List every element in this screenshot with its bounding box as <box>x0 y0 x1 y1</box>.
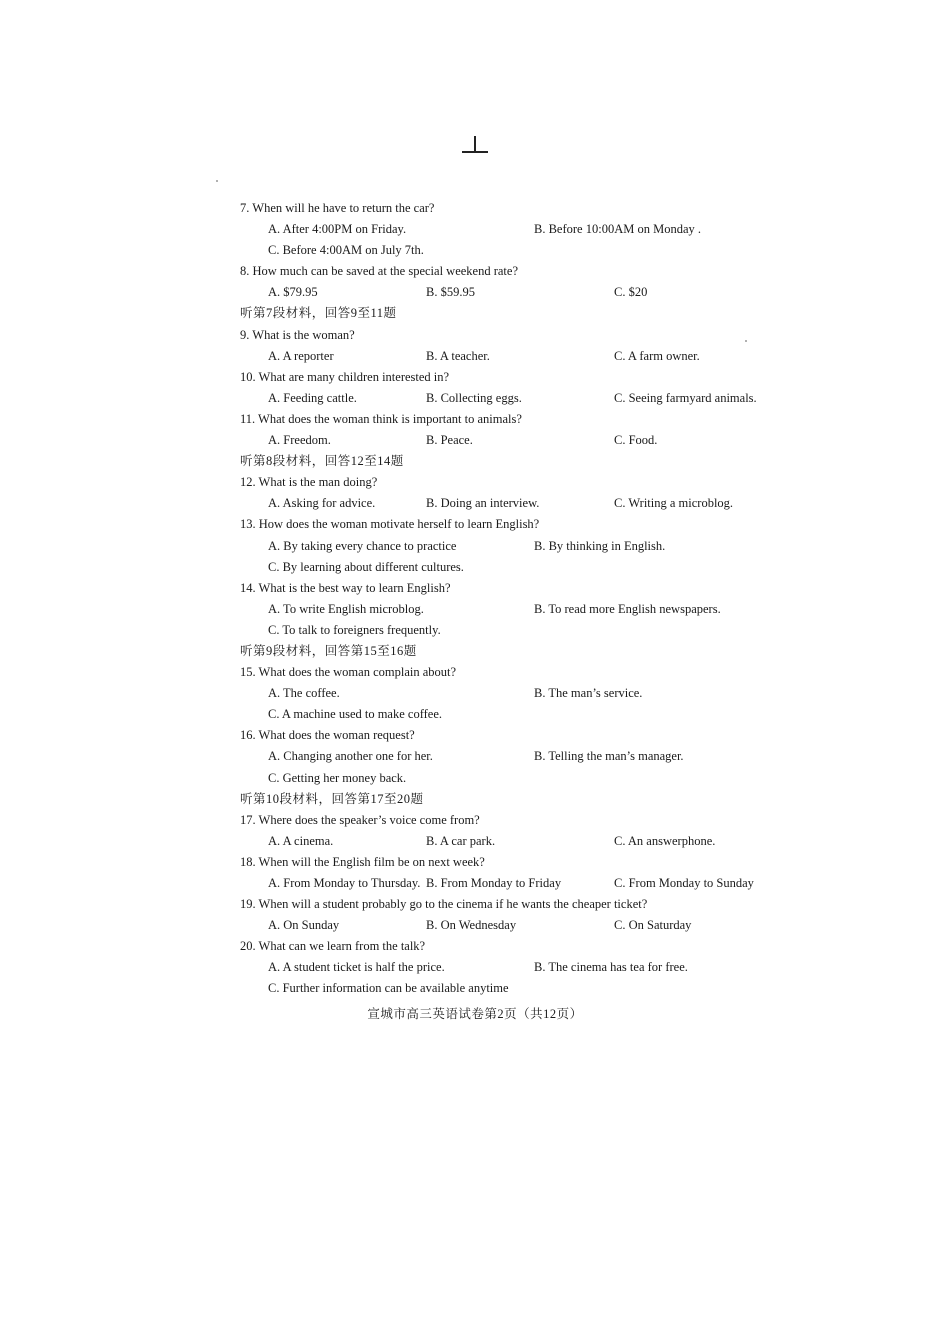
question-9-options <box>238 346 778 367</box>
section-heading-10: 听第10段材料，回答第17至20题 <box>240 791 424 806</box>
question-12: 12. What is the man doing? <box>240 475 378 490</box>
question-11-option-a: A. Freedom. <box>268 433 331 448</box>
question-13-options-row-1 <box>238 536 778 557</box>
question-19-option-c: C. On Saturday <box>614 918 692 933</box>
question-16-option-b: B. Telling the man’s manager. <box>534 749 684 764</box>
section-heading-8: 听第8段材料，回答12至14题 <box>240 454 404 469</box>
page-footer: 宣城市高三英语试卷第2页（共12页） <box>367 1007 583 1021</box>
section-heading-9: 听第9段材料，回答第15至16题 <box>240 643 417 658</box>
question-12-option-a: A. Asking for advice. <box>268 496 376 511</box>
question-9-option-b: B. A teacher. <box>426 348 490 363</box>
question-15-options-row-2 <box>238 704 778 725</box>
listening-questions <box>238 198 778 1000</box>
question-17-option-c: C. An answerphone. <box>614 833 716 848</box>
question-12-options <box>238 493 778 514</box>
question-20-option-c: C. Further information can be available anytime <box>268 981 509 996</box>
question-10-option-a: A. Feeding cattle. <box>268 390 357 405</box>
question-7: 7. When will he have to return the car? <box>240 201 435 215</box>
question-11-option-b: B. Peace. <box>426 433 473 448</box>
question-20: 20. What can we learn from the talk? <box>240 939 426 954</box>
scan-speck <box>216 180 218 182</box>
question-13-option-a: A. By taking every chance to practice <box>268 538 457 553</box>
question-15-options-row-1 <box>238 683 778 704</box>
question-12-option-b: B. Doing an interview. <box>426 496 540 511</box>
page-top-mark <box>462 136 488 154</box>
question-19-option-a: A. On Sunday <box>268 918 340 933</box>
question-17-option-b: B. A car park. <box>426 833 496 848</box>
question-14-option-c: C. To talk to foreigners frequently. <box>268 622 441 637</box>
section-heading-7: 听第7段材料，回答9至11题 <box>240 306 397 321</box>
question-7-option-b: B. Before 10:00AM on Monday . <box>534 222 701 237</box>
question-8-option-c: C. $20 <box>614 285 648 300</box>
question-16-option-a: A. Changing another one for her. <box>268 749 433 764</box>
question-18-option-b: B. From Monday to Friday <box>426 876 562 890</box>
question-9: 9. What is the woman? <box>240 327 355 342</box>
question-13-option-b: B. By thinking in English. <box>534 538 666 553</box>
question-11-options <box>238 430 778 451</box>
question-14-option-b: B. To read more English newspapers. <box>534 601 721 616</box>
question-18-options <box>238 873 778 894</box>
question-15-option-c: C. A machine used to make coffee. <box>268 707 443 722</box>
question-8-option-a: A. $79.95 <box>268 285 318 300</box>
question-13-options-row-2 <box>238 557 778 578</box>
question-15-option-b: B. The man’s service. <box>534 686 643 701</box>
question-20-option-b: B. The cinema has tea for free. <box>534 960 688 975</box>
question-10-option-c: C. Seeing farmyard animals. <box>614 390 757 405</box>
question-9-option-c: C. A farm owner. <box>614 348 700 363</box>
question-11-option-c: C. Food. <box>614 433 658 448</box>
question-10-options <box>238 388 778 409</box>
question-16-option-c: C. Getting her money back. <box>268 770 407 785</box>
question-16-options-row-2 <box>238 768 778 789</box>
question-7-options-row-1 <box>238 219 778 240</box>
question-18-option-c: C. From Monday to Sunday <box>614 876 754 890</box>
question-14-options-row-1 <box>238 599 778 620</box>
question-19-options <box>238 915 778 936</box>
question-9-option-a: A. A reporter <box>268 348 334 363</box>
question-7-options-row-2 <box>238 240 778 261</box>
question-7-option-c: C. Before 4:00AM on July 7th. <box>268 243 424 258</box>
question-10: 10. What are many children interested in? <box>240 369 450 384</box>
question-10-option-b: B. Collecting eggs. <box>426 390 522 405</box>
question-12-option-c: C. Writing a microblog. <box>614 496 734 511</box>
question-14: 14. What is the best way to learn English? <box>240 580 451 595</box>
question-8: 8. How much can be saved at the special weekend rate? <box>240 264 519 279</box>
question-15: 15. What does the woman complain about? <box>240 665 457 680</box>
question-20-options-row-1 <box>238 957 778 978</box>
question-19: 19. When will a student probably go to the cinema if he wants the cheaper ticket? <box>240 897 648 912</box>
question-19-option-b: B. On Wednesday <box>426 918 517 933</box>
question-20-option-a: A. A student ticket is half the price. <box>268 960 445 975</box>
question-16-options-row-1 <box>238 746 778 767</box>
question-17: 17. Where does the speaker’s voice come from? <box>240 812 480 827</box>
question-16: 16. What does the woman request? <box>240 728 415 743</box>
question-8-options <box>238 282 778 303</box>
question-18-option-a: A. From Monday to Thursday. <box>268 876 421 890</box>
question-13-option-c: C. By learning about different cultures. <box>268 559 464 574</box>
question-17-options <box>238 831 778 852</box>
question-20-options-row-2 <box>238 978 778 999</box>
question-17-option-a: A. A cinema. <box>268 833 334 848</box>
question-13: 13. How does the woman motivate herself to learn English? <box>240 517 540 532</box>
question-11: 11. What does the woman think is important to animals? <box>240 411 522 426</box>
question-7-option-a: A. After 4:00PM on Friday. <box>268 222 407 237</box>
question-8-option-b: B. $59.95 <box>426 285 475 300</box>
question-14-options-row-2 <box>238 620 778 641</box>
question-18: 18. When will the English film be on next week? <box>240 854 485 869</box>
question-14-option-a: A. To write English microblog. <box>268 601 424 616</box>
question-15-option-a: A. The coffee. <box>268 686 340 701</box>
